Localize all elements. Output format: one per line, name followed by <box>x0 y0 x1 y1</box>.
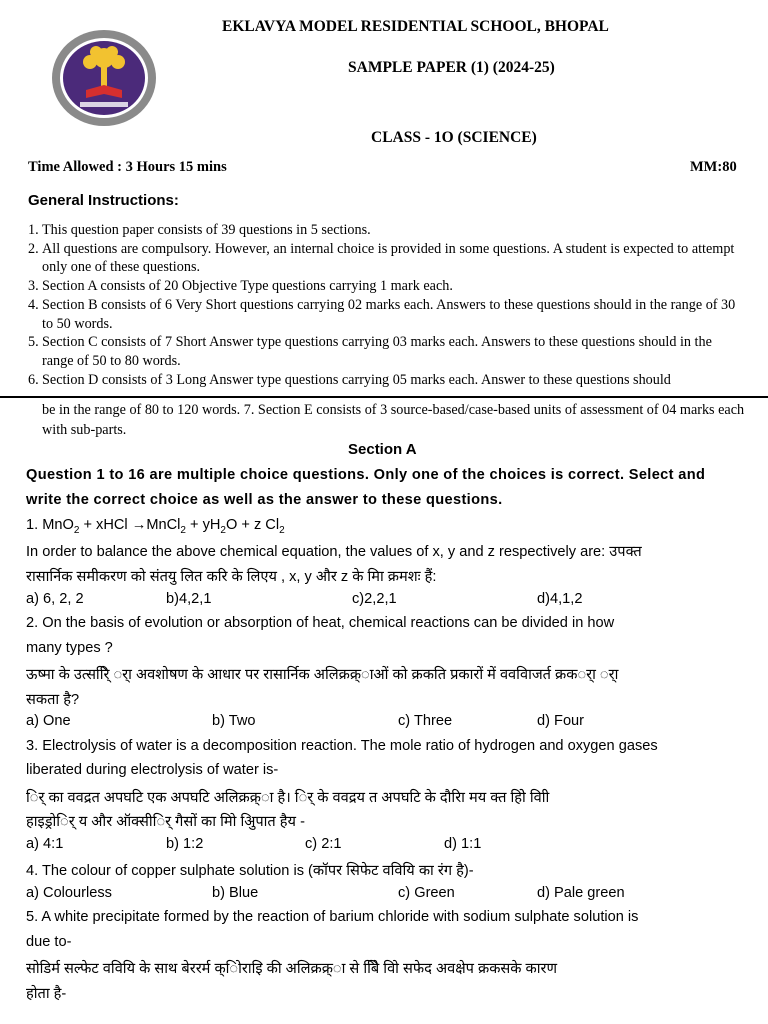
instructions-list <box>28 221 740 389</box>
instruction-item: 2. All questions are compulsory. However, an internal choice is provided in some questions. A student is expected to attempt only one of these questions. <box>28 240 735 276</box>
q2-option-d: d) Four <box>537 713 585 729</box>
q3-option-c: c) 2:1 <box>305 836 342 852</box>
q4-option-a: a) Colourless <box>26 885 112 901</box>
instruction-item: 3. Section A consists of 20 Objective Type questions carrying 1 mark each. <box>28 278 453 295</box>
paper-title: SAMPLE PAPER (1) (2024-25) <box>348 59 555 76</box>
q2-text: many types ? <box>26 640 113 656</box>
section-intro-line: Question 1 to 16 are multiple choice questions. Only one of the choices is correct. Select and <box>26 467 706 483</box>
q2-text: 2. On the basis of evolution or absorption of heat, chemical reactions can be divided in how <box>26 615 615 631</box>
q3-option-a: a) 4:1 <box>26 836 64 852</box>
q2-text-hindi: ऊष्मा के उत्सरि्ि र्ा अवशोषण के आधार पर रासार्निक अलिक्रक्र्ाओं को क्रकति प्रकारों में ववविाजर्त क्रकर्ा र्ा <box>26 667 619 683</box>
q4-option-d: d) Pale green <box>537 885 625 901</box>
section-title: Section A <box>348 441 417 458</box>
class-title: CLASS - 1O (SCIENCE) <box>371 129 537 146</box>
instructions-continuation: be in the range of 80 to 120 words. 7. Section E consists of 3 source-based/case-based units of assessment of 04 marks each with sub-parts. <box>42 402 745 438</box>
instruction-item: 6. Section D consists of 3 Long Answer type questions carrying 05 marks each. Answer to these questions should <box>28 371 671 388</box>
q5-text-hindi: सोडिर्म सल्फेट ववियि के साथ बेररर्म क्िोराइि की अलिक्रक्र्ा से बििे वािे सफेद अवक्षेप क्रकसके कारण <box>26 961 558 977</box>
q3-text-hindi: हाइड्रोर्ि य और ऑक्सीर्ि गैसों का मोि अिुपात हैय - <box>26 814 305 830</box>
school-logo <box>50 28 158 128</box>
q1-option-d: d)4,1,2 <box>537 591 583 607</box>
page-divider <box>0 396 768 398</box>
section-intro-line: write the correct choice as well as the answer to these questions. <box>26 492 503 508</box>
q4-option-c: c) Green <box>398 885 455 901</box>
q2-option-c: c) Three <box>398 713 453 729</box>
q1-option-b: b)4,2,1 <box>166 591 212 607</box>
q3-option-b: b) 1:2 <box>166 836 204 852</box>
instruction-item: 1. This question paper consists of 39 questions in 5 sections. <box>28 222 371 238</box>
instructions-heading: General Instructions: <box>28 192 179 209</box>
max-marks: MM:80 <box>690 159 737 175</box>
q1-text-hindi: रासार्निक समीकरण को संतयु लित करि के लिएय , x, y और z के माि क्रमशः हैं: <box>26 569 437 585</box>
q1-text: In order to balance the above chemical equation, the values of x, y and z respectively are: उपक्त <box>26 544 642 560</box>
q3-text-hindi: र्ि का ववद्रत अपघटि एक अपघटि अलिक्रक्र्ा है। र्ि के ववद्रय त अपघटि के दौराि मय क्त होिे वािी <box>26 790 550 806</box>
q5-text: 5. A white precipitate formed by the reaction of barium chloride with sodium sulphate solution is <box>26 909 639 925</box>
q4-option-b: b) Blue <box>212 885 259 901</box>
q2-text-hindi: सकता है? <box>26 692 80 708</box>
school-name: EKLAVYA MODEL RESIDENTIAL SCHOOL, BHOPAL <box>222 18 609 35</box>
instruction-item: 4. Section B consists of 6 Very Short questions carrying 02 marks each. Answers to these questions should in the range of 30 to 50 words. <box>28 296 736 332</box>
q2-option-b: b) Two <box>212 713 256 729</box>
time-allowed: Time Allowed : 3 Hours 15 mins <box>28 159 227 175</box>
q4-text: 4. The colour of copper sulphate solution is (कॉपर सिफेट ववियि का रंग है)- <box>26 863 474 879</box>
q5-text-hindi: होता है- <box>26 986 67 1002</box>
q2-option-a: a) One <box>26 713 71 729</box>
q3-text: liberated during electrolysis of water is- <box>26 762 279 778</box>
q1-option-a: a) 6, 2, 2 <box>26 591 84 607</box>
q1-option-c: c)2,2,1 <box>352 591 397 607</box>
q5-text: due to- <box>26 934 72 950</box>
q3-option-d: d) 1:1 <box>444 836 482 852</box>
q1-equation: 1. MnO$_2$ + xHCl →MnCl$_2$ + $yH_2O + z$ $Cl_2$ <box>26 517 285 536</box>
q3-text: 3. Electrolysis of water is a decomposition reaction. The mole ratio of hydrogen and oxygen gases <box>26 738 658 754</box>
instruction-item: 5. Section C consists of 7 Short Answer type questions carrying 03 marks each. Answers to these questions should in the range of 50 to 80 words. <box>28 334 712 369</box>
